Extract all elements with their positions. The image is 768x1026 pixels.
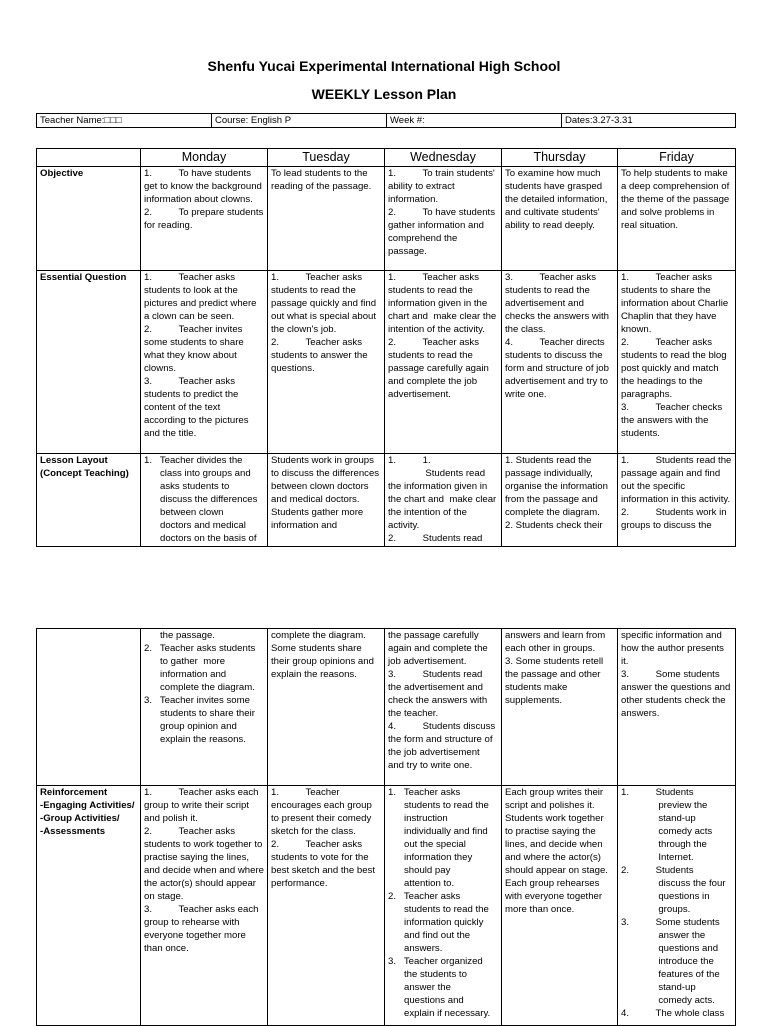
essential-monday [141, 271, 268, 454]
essential-wednesday [385, 271, 502, 454]
school-name: Shenfu Yucai Experimental International High School [207, 58, 561, 74]
day-header: Monday [141, 149, 268, 167]
reinforcement-thursday [502, 786, 618, 1026]
cell-text: Each group writes their script and polishes it. Students work together to practise saying the lines, and decide when and where the actor(s) should appear on stage. Each group rehearses with everyone together more than once. [505, 787, 611, 915]
objective-thursday [502, 167, 618, 271]
row-label-text: Essential Question [40, 272, 127, 283]
row-label-essential-question [37, 271, 141, 454]
cell-text: 3. Teacher asks students to read the advertisement and checks the answers with the class. 4. Teacher directs students to discuss the form and structure of job advertisement and try to write one. [505, 272, 609, 400]
cell-text: 1. Teacher asks students to read the passage quickly and find out what is special about the clown's job. 2. Teacher asks students to answer the questions. [271, 272, 377, 374]
lesson-plan-table-page-2 [36, 628, 736, 1026]
layout-cont-friday [618, 629, 736, 786]
row-label-text: Lesson Layout (Concept Teaching) [40, 455, 129, 479]
layout-cont-tuesday [268, 629, 385, 786]
layout-cont-thursday [502, 629, 618, 786]
cell-text: To help students to make a deep comprehension of the theme of the passage and solve problems in real situation. [621, 168, 732, 231]
plan-title: WEEKLY Lesson Plan [311, 86, 457, 102]
reinforcement-friday [618, 786, 736, 1026]
cell-text: 1. Teacher asks each group to write their script and polish it. 2. Teacher asks students to work together to practise saying the lines, and decide when and where the actor(s) should appear on stage. 3. Teacher asks each group to rehearse with everyone together more than once. [144, 787, 265, 954]
objective-monday [141, 167, 268, 271]
dates-field: Dates:3.27-3.31 [562, 114, 736, 128]
cell-text: 1. Teacher asks students to share the information about Charlie Chaplin that they have known. 2. Teacher asks students to read the blog post quickly and match the headings to the paragraphs. 3. Teacher checks the answers with the students. [621, 272, 729, 439]
layout-thursday [502, 454, 618, 547]
cell-text: 1. Students read the passage again and find out the specific information in this activity. 2. Students work in groups to discuss the [621, 455, 732, 531]
essential-thursday [502, 271, 618, 454]
layout-friday [618, 454, 736, 547]
week-field: Week #: [387, 114, 562, 128]
cell-text: complete the diagram. Some students share their group opinions and explain the reasons. [271, 630, 377, 680]
cell-text: specific information and how the author presents it. 3. Some students answer the questions and other students check the answers. [621, 630, 731, 719]
essential-friday [618, 271, 736, 454]
day-header: Thursday [502, 149, 618, 167]
layout-tuesday [268, 454, 385, 547]
cell-text: 1. Students preview the stand-up comedy acts through the Internet. 2. Students discuss the four questions in groups. 3. Some students answer the questions and introduce the features of the stand-up comedy acts. 4. The whole class [621, 787, 726, 1019]
layout-cont-monday [141, 629, 268, 786]
cell-text: 1. 1. Students read the information given in the chart and make clear the intention of the activity. 2. Students read [388, 455, 497, 544]
cell-text: 1. Teacher asks students to read the information given in the chart and make clear the intention of the activity. 2. Teacher asks students to read the passage carefully again and complete the job advertisement. [388, 272, 497, 400]
info-table [36, 113, 736, 128]
cell-text: the passage carefully again and complete the job advertisement. 3. Students read the advertisement and check the answers with the teacher. 4. Students discuss the form and structure of the job advertisement and try to write one. [388, 630, 496, 771]
row-label-objective [37, 167, 141, 271]
cell-text: 1. Teacher encourages each group to present their comedy sketch for the class. 2. Teacher asks students to vote for the best sketch and the best performance. [271, 787, 375, 889]
objective-friday [618, 167, 736, 271]
cell-text: 1. Teacher asks students to look at the pictures and predict where a clown can be seen. 2. Teacher invites some students to share what they know about clowns. 3. Teacher asks students to predict the content of the text according to the pictures and the title. [144, 272, 257, 439]
cell-text: Students work in groups to discuss the differences between clown doctors and medical doctors. Students gather more information and [271, 455, 382, 531]
teacher-name-field: Teacher Name:□□□ [37, 114, 212, 128]
layout-wednesday [385, 454, 502, 547]
row-label-text: Reinforcement -Engaging Activities/ -Group Activities/ -Assessments [40, 787, 135, 837]
course-field: Course: English P [212, 114, 387, 128]
layout-cont-wednesday [385, 629, 502, 786]
day-header: Friday [618, 149, 736, 167]
cell-text: 1. Teacher asks students to read the instruction individually and find out the special information they should pay attention to. 2. Teacher asks students to read the information quickly and find out the answers. 3. Teacher organized the students to answer the questions and explain if necessary. [388, 787, 491, 1019]
reinforcement-tuesday [268, 786, 385, 1026]
row-label-text: Objective [40, 168, 84, 179]
essential-tuesday [268, 271, 385, 454]
day-header: Tuesday [268, 149, 385, 167]
reinforcement-monday [141, 786, 268, 1026]
corner-cell [37, 149, 141, 167]
reinforcement-wednesday [385, 786, 502, 1026]
cell-text: To lead students to the reading of the passage. [271, 168, 372, 192]
objective-wednesday [385, 167, 502, 271]
cell-text: 1. Students read the passage individually, organise the information from the passage and complete the diagram. 2. Students check their [505, 455, 608, 531]
cell-text: 1. Teacher divides the class into groups and asks students to discuss the differences between clown doctors and medical doctors on the basis of [144, 455, 258, 544]
cell-text: answers and learn from each other in groups. 3. Some students retell the passage and other students make supplements. [505, 630, 606, 706]
layout-monday [141, 454, 268, 547]
objective-tuesday [268, 167, 385, 271]
cell-text: To examine how much students have grasped the detailed information, and cultivate students' ability to read deeply. [505, 168, 611, 231]
day-header: Wednesday [385, 149, 502, 167]
row-label-reinforcement [37, 786, 141, 1026]
cell-text: 1. To have students get to know the background information about clowns. 2. To prepare students for reading. [144, 168, 264, 231]
lesson-plan-table-page-1 [36, 148, 736, 547]
cell-text: 1. To train students' ability to extract information. 2. To have students gather information and comprehend the passage. [388, 168, 496, 257]
cell-text: the passage. 2. Teacher asks students to gather more information and complete the diagram. 3. Teacher invites some students to share their group opinion and explain the reasons. [144, 630, 256, 745]
row-label-continued [37, 629, 141, 786]
row-label-lesson-layout [37, 454, 141, 547]
